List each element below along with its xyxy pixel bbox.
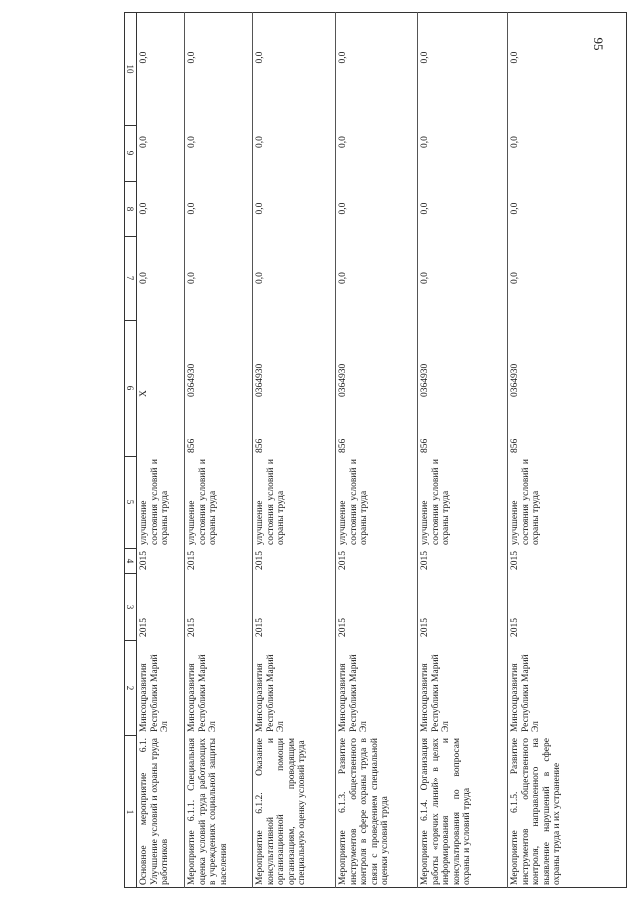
row-separator [507, 12, 508, 888]
cell-activity-name: Основное мероприятие 6.1. Улучшение условий и охраны труда работников [139, 738, 170, 885]
cell-csr-code: 0364930 [420, 363, 430, 397]
cell-expected-result: улучшение состояния условий и охраны труда [420, 459, 451, 545]
cell-grbs-code: 856 [420, 438, 430, 453]
cell-executor: Минсоцразвития Республики Марий Эл [420, 654, 451, 732]
cell-activity-name: Мероприятие 6.1.3. Развитие инструментов общественного контроля в сфере охраны труда в связи с проведением специальной оценки условий труда [338, 738, 390, 885]
cell-start-year: 2015 [187, 618, 197, 637]
column-header-2: 2 [125, 685, 135, 690]
cell-grbs-code: 856 [255, 438, 265, 453]
cell-value-col8: 0,0 [255, 202, 265, 215]
row-separator [335, 12, 336, 888]
row-separator [184, 12, 185, 888]
cell-value-col7: 0,0 [187, 272, 197, 284]
cell-value-col8: 0,0 [420, 202, 430, 215]
cell-value-col8: 0,0 [510, 202, 520, 215]
column-header-1: 1 [125, 809, 135, 814]
header-col-separator [124, 735, 136, 736]
cell-value-col10: 0,0 [338, 51, 348, 64]
cell-expected-result: улучшение состояния условий и охраны труда [187, 459, 218, 545]
cell-value-col7: 0,0 [510, 272, 520, 284]
cell-end-year: 2015 [187, 551, 197, 570]
column-header-3: 3 [125, 604, 135, 609]
cell-value-col9: 0,0 [420, 136, 430, 148]
cell-value-col7: 0,0 [255, 272, 265, 284]
cell-value-col10: 0,0 [255, 51, 265, 64]
cell-expected-result: улучшение состояния условий и охраны труда [255, 459, 286, 545]
cell-executor: Минсоцразвития Республики Марий Эл [510, 654, 541, 732]
cell-csr-code: Х [139, 390, 149, 397]
cell-value-col9: 0,0 [255, 136, 265, 148]
cell-grbs-code: 856 [187, 438, 197, 453]
cell-executor: Минсоцразвития Республики Марий Эл [139, 654, 170, 732]
page-number: 95 [591, 37, 606, 51]
row-separator [417, 12, 418, 888]
header-col-separator [124, 456, 136, 457]
header-col-separator [124, 181, 136, 182]
cell-expected-result: улучшение состояния условий и охраны труда [510, 459, 541, 545]
cell-value-col10: 0,0 [187, 51, 197, 64]
cell-value-col9: 0,0 [139, 136, 149, 148]
cell-executor: Минсоцразвития Республики Марий Эл [255, 654, 286, 732]
cell-csr-code: 0364930 [255, 363, 265, 397]
column-header-7: 7 [125, 275, 135, 281]
cell-grbs-code: 856 [338, 438, 348, 453]
cell-activity-name: Мероприятие 6.1.2. Оказание консультативной и организационной помощи организациям, проводящим специальную оценку условий труда [255, 738, 307, 885]
cell-grbs-code: 856 [510, 438, 520, 453]
cell-start-year: 2015 [420, 618, 430, 637]
cell-start-year: 2015 [139, 618, 149, 637]
cell-end-year: 2015 [510, 551, 520, 570]
header-col-separator [124, 548, 136, 549]
cell-value-col9: 0,0 [187, 136, 197, 148]
header-col-separator [124, 320, 136, 321]
column-header-6: 6 [125, 385, 135, 391]
cell-expected-result: улучшение состояния условий и охраны труда [139, 459, 170, 545]
header-col-separator [124, 640, 136, 641]
cell-value-col10: 0,0 [420, 51, 430, 64]
column-header-4: 4 [125, 558, 135, 563]
cell-csr-code: 0364930 [338, 363, 348, 397]
cell-start-year: 2015 [338, 618, 348, 637]
cell-executor: Минсоцразвития Республики Марий Эл [338, 654, 369, 732]
cell-value-col9: 0,0 [338, 136, 348, 148]
cell-start-year: 2015 [255, 618, 265, 637]
cell-value-col7: 0,0 [420, 272, 430, 284]
column-header-5: 5 [125, 499, 135, 505]
cell-csr-code: 0364930 [187, 363, 197, 397]
column-header-10: 10 [125, 64, 135, 73]
cell-value-col8: 0,0 [338, 202, 348, 215]
cell-end-year: 2015 [420, 551, 430, 570]
cell-end-year: 2015 [139, 551, 149, 570]
cell-value-col7: 0,0 [338, 272, 348, 284]
header-divider [136, 12, 137, 888]
cell-value-col8: 0,0 [139, 202, 149, 215]
cell-end-year: 2015 [338, 551, 348, 570]
cell-executor: Минсоцразвития Республики Марий Эл [187, 654, 218, 732]
cell-value-col10: 0,0 [510, 51, 520, 64]
cell-csr-code: 0364930 [510, 363, 520, 397]
cell-value-col7: 0,0 [139, 272, 149, 284]
column-header-9: 9 [125, 150, 135, 156]
cell-activity-name: Мероприятие 6.1.4. Организация работы «горячих линий» в целях информирования и консультирования по вопросам охраны и условий труда [420, 738, 472, 885]
cell-activity-name: Мероприятие 6.1.5. Развитие инструментов общественного контроля, направленного на выявление нарушений в сфере охраны труда и их устранение [510, 738, 562, 885]
cell-end-year: 2015 [255, 551, 265, 570]
row-separator [252, 12, 253, 888]
column-header-8: 8 [125, 206, 135, 211]
cell-expected-result: улучшение состояния условий и охраны труда [338, 459, 369, 545]
cell-value-col10: 0,0 [139, 51, 149, 64]
cell-activity-name: Мероприятие 6.1.1. Специальная оценка условий труда работающих в учреждениях социальной защиты населения [187, 738, 229, 885]
cell-value-col9: 0,0 [510, 136, 520, 148]
header-col-separator [124, 125, 136, 126]
header-col-separator [124, 573, 136, 574]
cell-start-year: 2015 [510, 618, 520, 637]
cell-value-col8: 0,0 [187, 202, 197, 215]
header-col-separator [124, 236, 136, 237]
